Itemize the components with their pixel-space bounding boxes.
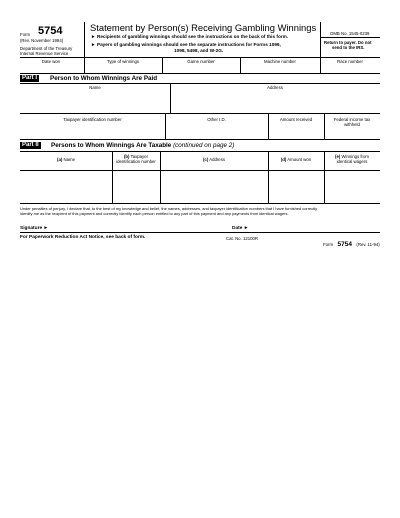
part-2-amount-field[interactable] <box>268 170 324 203</box>
col-b-tag: (b) <box>123 154 130 159</box>
col-d-label: Amount won <box>287 157 312 162</box>
amount-received-label: Amount received <box>279 117 313 122</box>
col-e-header <box>324 154 380 164</box>
footer-revision: (Rev. 11-94) <box>356 242 380 247</box>
other-id-field[interactable] <box>165 123 268 139</box>
game-number-label: Game number <box>187 59 215 64</box>
tin-label: Taxpayer identification number <box>63 117 122 122</box>
paperwork-notice: For Paperwork Reduction Act Notice, see back of form. <box>20 235 146 240</box>
catalog-number: Cat. No. 12100R <box>226 236 259 241</box>
federal-tax-withheld-label: withheld <box>344 122 360 127</box>
part-2-address-field[interactable] <box>160 170 268 203</box>
part-2-name-field[interactable] <box>20 170 112 203</box>
form-word: Form <box>20 32 31 37</box>
instruction-payers: ► Payers of gambling winnings should see the separate instructions for Forms 1099, <box>91 42 281 47</box>
col-c-tag: (c) <box>203 157 209 162</box>
part-2-tin-field[interactable] <box>112 170 160 203</box>
col-a-header <box>20 157 112 162</box>
date-label: Date ► <box>232 226 249 231</box>
date-won-field[interactable] <box>84 63 162 73</box>
footer-form-id <box>323 233 380 251</box>
date-won-label: Date won <box>41 59 61 64</box>
address-field[interactable] <box>170 91 380 113</box>
form-number: 5754 <box>38 25 63 37</box>
type-of-winnings-label: Type of winnings <box>106 59 139 64</box>
instruction-payers-forms: 1098, 5498, and W-2G. <box>174 48 224 53</box>
col-e-tag: (e) <box>335 154 341 159</box>
col-c-header <box>160 157 268 162</box>
col-a-tag: (a) <box>57 157 63 162</box>
machine-number-label: Machine number <box>263 59 296 64</box>
footer-form-number: 5754 <box>337 241 352 248</box>
col-e-label: Winnings from <box>341 154 369 159</box>
col-b-label: Taxpayer <box>130 154 149 159</box>
address-label: Address <box>267 85 283 90</box>
federal-tax-field[interactable] <box>324 128 380 139</box>
signature-label: Signature ► <box>20 226 49 231</box>
department: Department of the Treasury <box>20 46 73 51</box>
federal-tax-label: Federal income tax <box>333 117 371 122</box>
return-to-payer: Return to payer. Do not <box>324 40 372 45</box>
part-2-badge: Part II <box>22 142 39 148</box>
perjury-statement-line-2: identify me as the recipient of this payment and correctly identify each person entitled to any part of this payment and any payments from identical wagers. <box>20 211 289 216</box>
name-label: Name <box>89 85 101 90</box>
other-id-label: Other I.D. <box>207 117 226 122</box>
part-1-title: Person to Whom Winnings Are Paid <box>50 75 158 82</box>
part-2-title-text: Persons to Whom Winnings Are Taxable <box>51 142 172 149</box>
col-e-label-2: identical wagers <box>336 159 368 164</box>
col-d-header <box>268 157 324 162</box>
agency: Internal Revenue Service <box>20 51 69 56</box>
perjury-statement-line-1: Under penalties of perjury, I declare that, to the best of my knowledge and belief, the names, addresses, and taxpayer identification numbers that I have furnished correctly <box>20 206 318 211</box>
amount-received-field[interactable] <box>268 123 324 139</box>
col-c-label: Address <box>209 157 225 162</box>
col-a-label: Name <box>63 157 75 162</box>
instruction-recipients: ► Recipients of gambling winnings should see the instructions on the back of this form. <box>91 34 289 39</box>
date-field[interactable] <box>248 222 380 230</box>
race-number-label: Race number <box>337 59 363 64</box>
col-b-label-2: identification number <box>116 159 156 164</box>
signature-field[interactable] <box>68 222 228 230</box>
name-field[interactable] <box>20 91 170 113</box>
part-2-identical-wagers-field[interactable] <box>324 170 380 203</box>
part-1-badge: Part I <box>22 75 38 81</box>
col-d-tag: (d) <box>280 157 287 162</box>
part-2-title-continued: (continued on page 2) <box>173 142 235 149</box>
col-b-header <box>112 154 160 164</box>
omb-number: OMB No. 1545-0239 <box>330 31 370 36</box>
tin-field[interactable] <box>20 123 165 139</box>
footer-form-word: Form <box>323 242 334 247</box>
date-won-input[interactable] <box>20 63 84 73</box>
do-not-send: send to the IRS. <box>332 45 365 50</box>
part-2-title <box>51 142 234 149</box>
revision-date: (Rev. November 1994) <box>20 38 64 43</box>
form-title: Statement by Person(s) Receiving Gambling Winnings <box>90 22 317 33</box>
